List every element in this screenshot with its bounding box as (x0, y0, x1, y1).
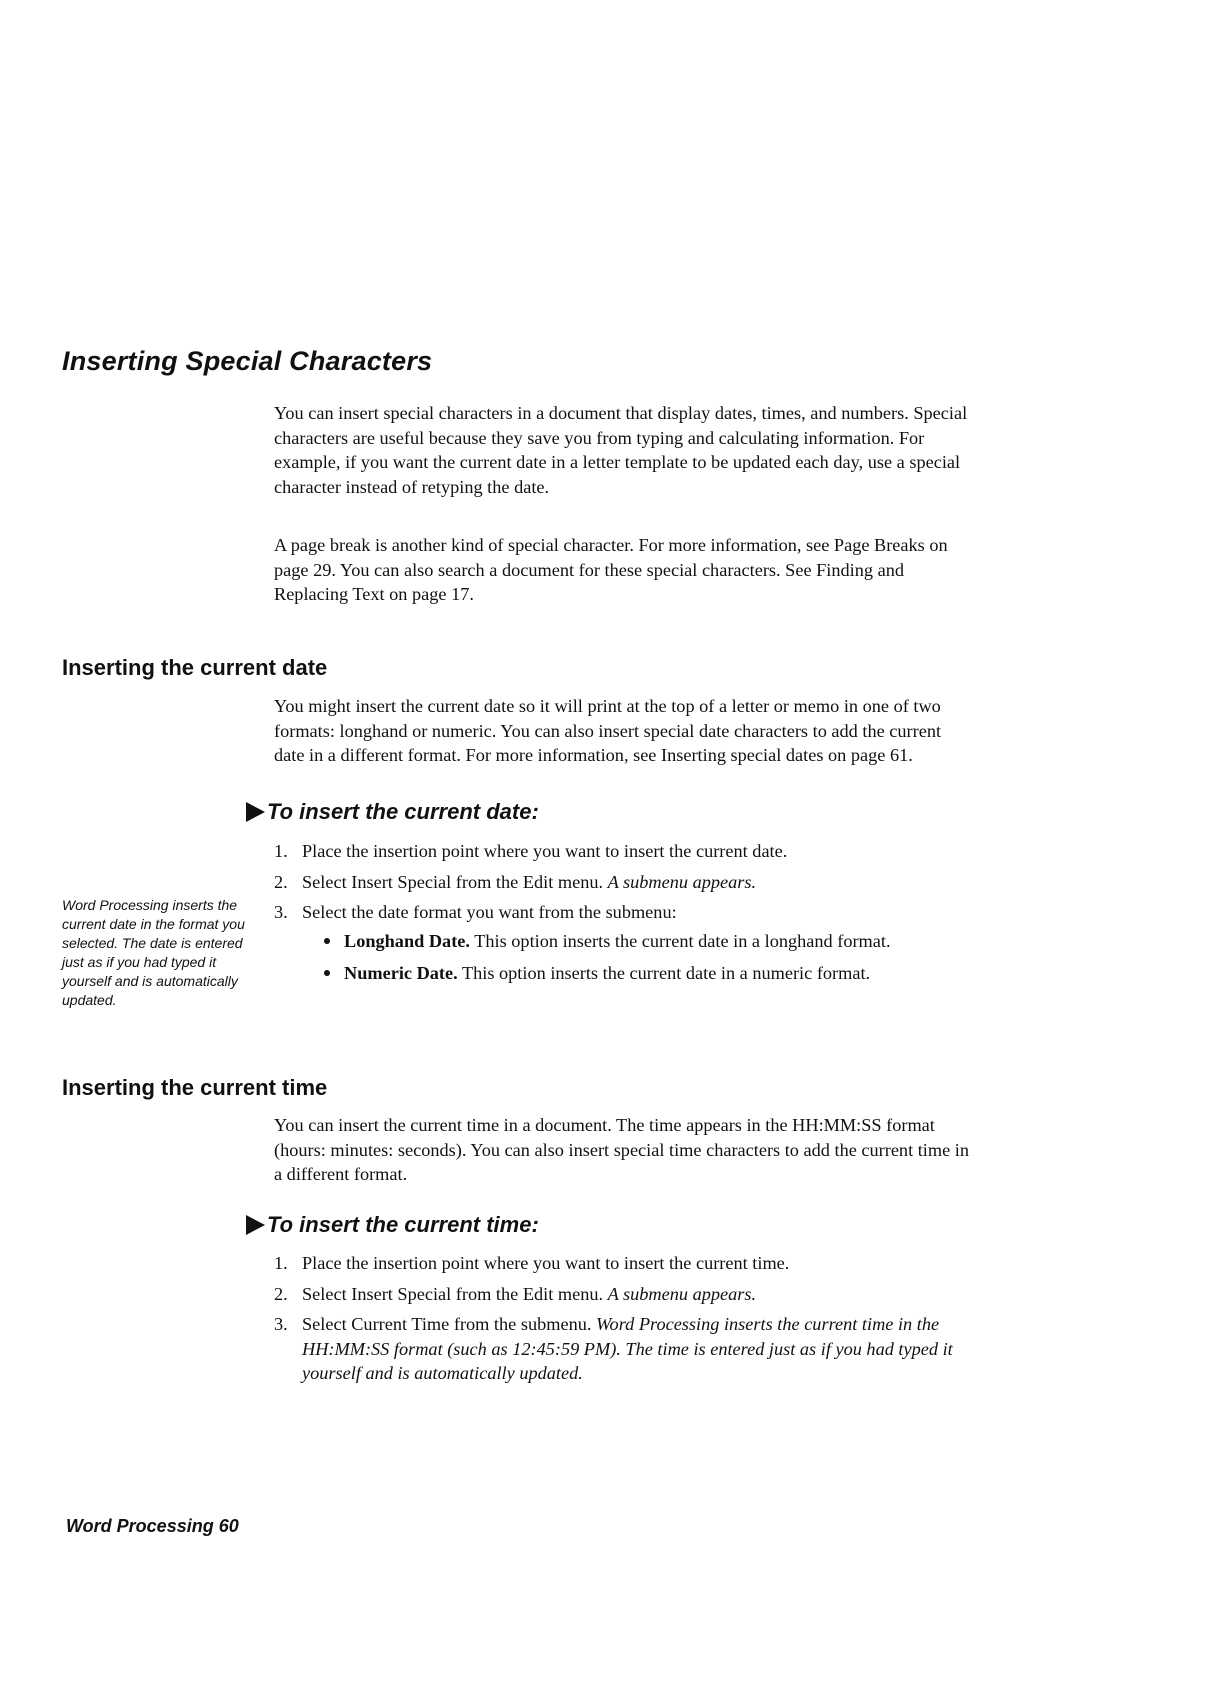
time-step (274, 1251, 994, 1276)
time-section-heading: Inserting the current time (62, 1075, 328, 1100)
date-steps-list (274, 839, 994, 994)
step-text: Select Insert Special from the Edit menu. (302, 871, 608, 892)
page-title: Inserting Special Characters (62, 346, 433, 376)
date-section-paragraph: You might insert the current date so it will print at the top of a letter or memo in one of two formats: longhand or numeric. You can also insert special date characters to add the current date in a different format. For more information, see Inserting special dates on page 61. (274, 696, 942, 765)
intro-paragraph-2: A page break is another kind of special character. For more information, see Page Breaks on page 29. You can also search a document for these special characters. See Finding and Replacing Text on page 17. (274, 535, 948, 604)
time-procedure-title: To insert the current time: (267, 1212, 539, 1237)
option-item (302, 929, 994, 954)
step-text: Select the date format you want from the submenu: (302, 902, 677, 922)
intro-paragraph-1: You can insert special characters in a document that display dates, times, and numbers. Special characters are useful because they save you from typing and calculating information. For example, if you want the current date in a letter template to be updated each day, use a special character instead of retyping the date. (274, 403, 968, 497)
step-result: A submenu appears. (607, 1283, 757, 1304)
page-footer: Word Processing 60 (66, 1516, 239, 1536)
time-section-paragraph: You can insert the current time in a document. The time appears in the HH:MM:SS format (hours: minutes: seconds). You can also insert special time characters to add the current time in a different format. (274, 1115, 970, 1184)
arrow-right-icon (246, 1215, 265, 1235)
step-number: 3. (274, 902, 288, 922)
option-item (302, 961, 994, 986)
option-text: This option inserts the current date in a numeric format. (457, 963, 871, 983)
step-text: Place the insertion point where you want to insert the current time. (302, 1253, 790, 1273)
margin-note: Word Processing inserts the current date in the format you selected. The date is entered just as if you had typed it yourself and is automatically updated. (62, 897, 245, 1008)
time-steps-list (274, 1251, 994, 1386)
date-step (274, 839, 994, 864)
time-procedure-heading (246, 1212, 539, 1238)
date-procedure-heading (246, 799, 539, 825)
date-step (274, 870, 994, 895)
time-step (274, 1282, 994, 1307)
option-label: Numeric Date. (344, 963, 458, 983)
time-step (274, 1312, 994, 1386)
date-step (274, 900, 994, 986)
option-label: Longhand Date. (344, 930, 470, 951)
bullet-icon (324, 938, 330, 944)
date-procedure-title: To insert the current date: (267, 799, 539, 824)
bullet-icon (324, 970, 330, 976)
arrow-right-icon (246, 802, 265, 822)
option-text: This option inserts the current date in a longhand format. (469, 930, 891, 951)
date-format-options (302, 929, 994, 986)
step-number: 1. (274, 1253, 288, 1273)
date-section-heading: Inserting the current date (62, 655, 328, 680)
step-result: A submenu appears. (607, 871, 757, 892)
step-number: 2. (274, 871, 288, 892)
step-number: 1. (274, 841, 288, 861)
step-number: 3. (274, 1314, 288, 1334)
step-text: Place the insertion point where you want to insert the current date. (302, 841, 788, 861)
step-number: 2. (274, 1283, 288, 1304)
step-result: Word Processing inserts the current time in the HH:MM:SS format (such as 12:45:59 PM). The time is entered just as if you had typed it yourself and is automatically updated. (302, 1314, 953, 1383)
step-text: Select Current Time from the submenu. (302, 1314, 596, 1334)
step-text: Select Insert Special from the Edit menu. (302, 1283, 608, 1304)
